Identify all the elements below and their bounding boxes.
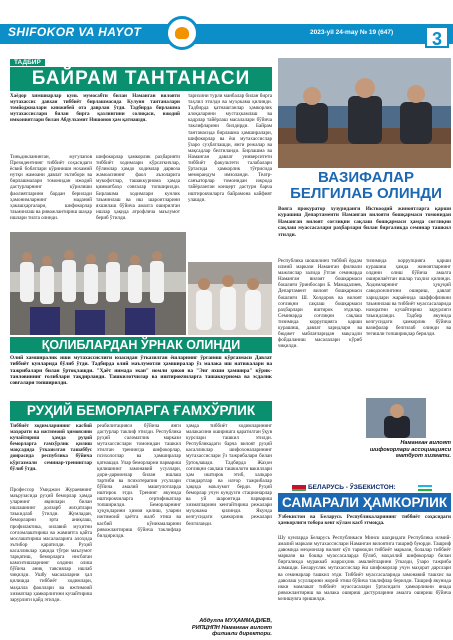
article-column: Тиньдикланинган, мугулапов Президентнинг тиббиёт соҳасидаги ёсвий бобатлари кўриниши нохамий нутқи жамоани давлат эътибори ва бирлашмалари томонидан ижодий дастурларнинг кўрилиши фаолиятларини бардан берилади ҳамонимларнинг маданий ҳакашҳаргалари, шифокорлар таъминлаш ва ривожлантириш шаҳар ишлари тилга олинди. — [10, 154, 92, 221]
article-lead: Хаёдор химшиарлар кунь мумосабти билан Наманган вилояти мутахассис давхан тиббиёт бирлашмасида Кулунн тантаналари томйоджиалари кинжибей ота даврлан ўтди. Тадбирда бирлашма мутахассислари билан бирга қазлингини солиқаси, ижодий имкониятлари билан Абдулхамит Нишонов ҳам қатнашди. — [10, 93, 180, 124]
author-name: Абдулла МУҲАММАДИЕВ, — [199, 618, 272, 624]
article-lead: Вояга прокуратор хузуриданги Икткоодий жиноятларга қарши курашиш Департаменти Наманган вилояти бошқармаси томонидан Наманган вилоят соғлиқни сақлаш бошқармаси ҳамда соғлиқни сақлаш муассасалари раҳбарлари билан биргаликда семинар ташкил этилди. — [278, 206, 451, 238]
rubric-label: БЕЛАРУСЬ - ЎЗБЕКИСТОН: — [308, 484, 396, 491]
author-role: шифокорлари ассоциацияси — [369, 446, 451, 453]
article-body: Шу кунларда Беларусь Республикаси Минск шаҳридаги Республика илмий-амалий маркази мутахассислари Наманган вилоятига ташриф буюрди. Ташриф давомида меҳмонлар вилоят кўп тармоқли тиббиёт маркази, болалар тиббиёт маркази ва бошқа муассасаларда бўлиб, маҳаллий шифокорлар билан биргаликда мураккаб жарроҳлик амалиётларини ўтказди, ўзаро тажриба алмашди. Беларуслик мутахассислар ёш шифокорлар учун маҳорат дарслари ва семинарлар ташкил этди. Тиббиёт муассасаларида замонавий ташхис ва даволаш усулларини жорий этиш бўйича таклифлар берилди. Ташриф якунида икки мамлакат тиббиёт муассасалари ўртасидаги ҳамкорликни янада ривожлантириш ва малака ошириш дастурларини амалга ошириш бўйича келишувга эришилди. — [278, 535, 451, 602]
meeting-photo — [278, 58, 451, 168]
event-photo — [188, 262, 272, 335]
belarus-flag-icon — [292, 485, 306, 491]
subheadline: ҚОЛИБЛАРДАН ЎРНАК ОЛИНДИ — [10, 337, 272, 353]
event-photo — [10, 232, 186, 335]
rubric-label: ТАДБИР — [10, 59, 45, 66]
subarticle-text: Олий хамширалик иши мутахассислиги юзасидан ўтказилган ёшларнинг ўрганиш кўргазмаси Давлат тиббиёт кунларида бўлиб ўтди. Тадбирда олий маълумотли ҳамширалар ўз малака иш натижалари ва тажрибалари билан ўртоқлашди. "Ҳаёт нимада экан" номли ҳикоя ва "Энг яхши ҳамшира" кўрик-танловининг ғолиблари тақдирланди. Ташкилотчилар ва иштирокчиларга ташаккурнома ва эсдалик совғалари топширилди. — [10, 355, 272, 387]
page-header — [0, 0, 453, 56]
author-name: Наманган вилоят — [400, 440, 451, 446]
article-headline: БАЙРАМ ТАНТАНАСИ — [10, 67, 272, 91]
uzbekistan-flag-icon — [418, 485, 432, 491]
author-signature — [366, 440, 451, 460]
article-column: тизимида коррупцияга қарши курашиш ҳамда жиноятларнинг олдини олиш бўйича амалга оширилаётган ишлар таҳлил қилинди. Ходимларнинг ҳуқуқий саводхонлигини ошириш, давлат харидлари жараёнида шаффофликни таъминлаш ва тиббиёт муассасаларида назоратни кучайтириш зарурлиги таъкидланди. Тадбир якунида келгусидаги ҳамкорлик бўйича вазифалар белгилаб олинди ва тегишли топшириқлар берилди. — [366, 258, 451, 338]
article-column: Республика шошилинч тиббий ёрдам илмий маркази Наманган филиали мажлислар залида ўтган семинарда Наманган вилоят бошқармаси бошлиғи ўринбосари Б. Мамадалиев, Департамент вилоят бошқармаси бошлиғи Ш. Холдоров ва вилоят соғлиқни сақлаш бошқармаси раҳбарлари иштирок этдилар. Семинарда соғлиқни сақлаш тизимида коррупцияга қарши курашиш, давлат харидлари ва бюджет маблағларидан мақсадли фойдаланиш масалалари кўриб чиқилди. — [278, 258, 362, 350]
article-column: Профессор Умиджон Жураевнинг маърузасида руҳий беморлар ҳамда уларнинг яқинлари билан ишлашнинг долзарб жиҳатлари таъкидлаб ўтилди. Жумладан, беморларни эрта аниқлаш, профилактика, оилавий муҳитни соғломлаштириш ва жамиятга қайта мослаштириш масалаларига алоҳида эътибор қаратилди. Руҳий касалликлар ҳақида тўғри маълумот тарқатиш, беморларга нисбатан камситишларнинг олдини олиш бўйича аниқ тавсиялар ишлаб чиқилди. Ушбу масалаларни ҳал қилишда тиббиёт ходимлари, маҳалла фаоллари ва ижтимоий хизматлар ҳамкорлигини кучайтириш зарурлиги қайд этилди. — [10, 487, 92, 603]
author-signature — [186, 618, 272, 638]
newspaper-title: SHIFOKOR VA HAYOT — [8, 25, 142, 39]
article-column: ҳамда тиббиёт ходимларининг малакасини оширишга қаратилган ўқув курслари ташкил этилди. Республикадаги барча вилоят руҳий касалликлар шифохоналарининг мутахассислари ўз тажрибалари билан ўртоқлашди. Тадбирда Жаҳон соғлиқни сақлаш ташкилоти вакиллари ҳам иштирок этиб, халқаро стандартлар ва илғор тажрибалар ҳақида маълумот берди. Руҳий беморлар учун кундузги стационарлар ва уй шароитида парвариш хизматларини кенгайтириш режалари муҳокама қилинди. Якунда келгусидаги ҳамкорлик режалари белгиланди. — [186, 423, 272, 527]
article-lead: Тиббиёт ходимларининг касбий маҳорати ва ижтимоий ҳимоясини кучайтириш ҳамда руҳий беморларга ғамхўрлик қилиш мақсадида ўтказилган ташаббус доирасида республика бўйича кўргазмали семинар-тренинглар бўлиб ўтди. — [10, 423, 92, 472]
article-column: шифокорлар ҳамкорлик раҳбарияти тиббиёт ходимлари кўрсаткичлар, бўлимлар ҳамдо ходимлар дарвоза жамоасининг фаол аъзоларига мукофотлар, ташаккурнома ҳамда қимматбаҳо совғалар топширилди. Бирлашма ходимлари кунлик таъминлаш ва иш шароитларини яхшилаш бўйича амалга оширилган ишлар ҳақида атрофлича маълумот бериб ўтилди. — [96, 154, 180, 221]
author-role: матбуот хизмати. — [395, 453, 451, 460]
article-headline: РУҲИЙ БЕМОРЛАРГА ҒАМХЎРЛИК — [10, 401, 272, 421]
official-photo — [366, 398, 426, 438]
article-column: реабилитацияси бўйича янги дастурлар таклиф этилди. Республика руҳий саломатлик маркази мутахассислари томонидан ташкил этилган тренингда шифокорлар, психологлар ва ҳамширалар қатнашди. Улар беморларни парвариш қилишнинг замонавий усуллари, дори-дармонлар билан ишлаш тартиби ва психотерапия усуллари бўйича амалий машғулотларда иштирок этди. Тренинг якунида иштирокчиларга сертификатлар топширилди. Беморларнинг ҳуқуқларини ҳимоя қилиш, уларни ижтимоий ҳаётга жалб этиш ва касбий кўникмаларини ривожлантириш бўйича таклифлар билдирилди. — [97, 423, 181, 539]
page-number: 3 — [425, 26, 449, 48]
author-role: РИПЦНПН Наманган вилоят филиали директори. — [191, 624, 272, 638]
article-column: тарихини турли манбалар билан бирга таҳлил этилди ва муҳокама қилинди. Тадбирда қатнашганлар ҳамкорлик алоқаларини мустаҳкамлаш ва кадрлар тайёрлаш масалалари бўйича таклифларини билдирди. Байрам тантанасида бирлашма ҳамширалари, шифокорлар ва ёш мутахассислар ўзаро суҳбатлашди, янги режалар ва мақсадлар белгиланди. Бирлашма ва Наманган давлат университети тиббиёт факультети талабалари ўртасида ҳамкорлик тўғрисида меморандум имзоланди. Театр-санъаторлар томонидан ижрода тайёрланган концерт дастури барча иштирокчиларга байрамона кайфият улашди. — [188, 93, 272, 203]
article-headline: ВАЗИФАЛАР БЕЛГИЛАБ ОЛИНДИ — [290, 169, 442, 202]
issue-date: 2023-yil 24-may № 19 (647) — [310, 29, 394, 36]
article-lead: Ўзбекистон ва Беларусь Республикаларининг тиббиёт соҳасидаги ҳамкорлиги тобора кенг кўлам касб этмоқда. — [278, 514, 451, 527]
article-headline: САМАРАЛИ ҲАМКОРЛИК — [278, 493, 451, 512]
newspaper-logo-icon — [165, 16, 199, 50]
